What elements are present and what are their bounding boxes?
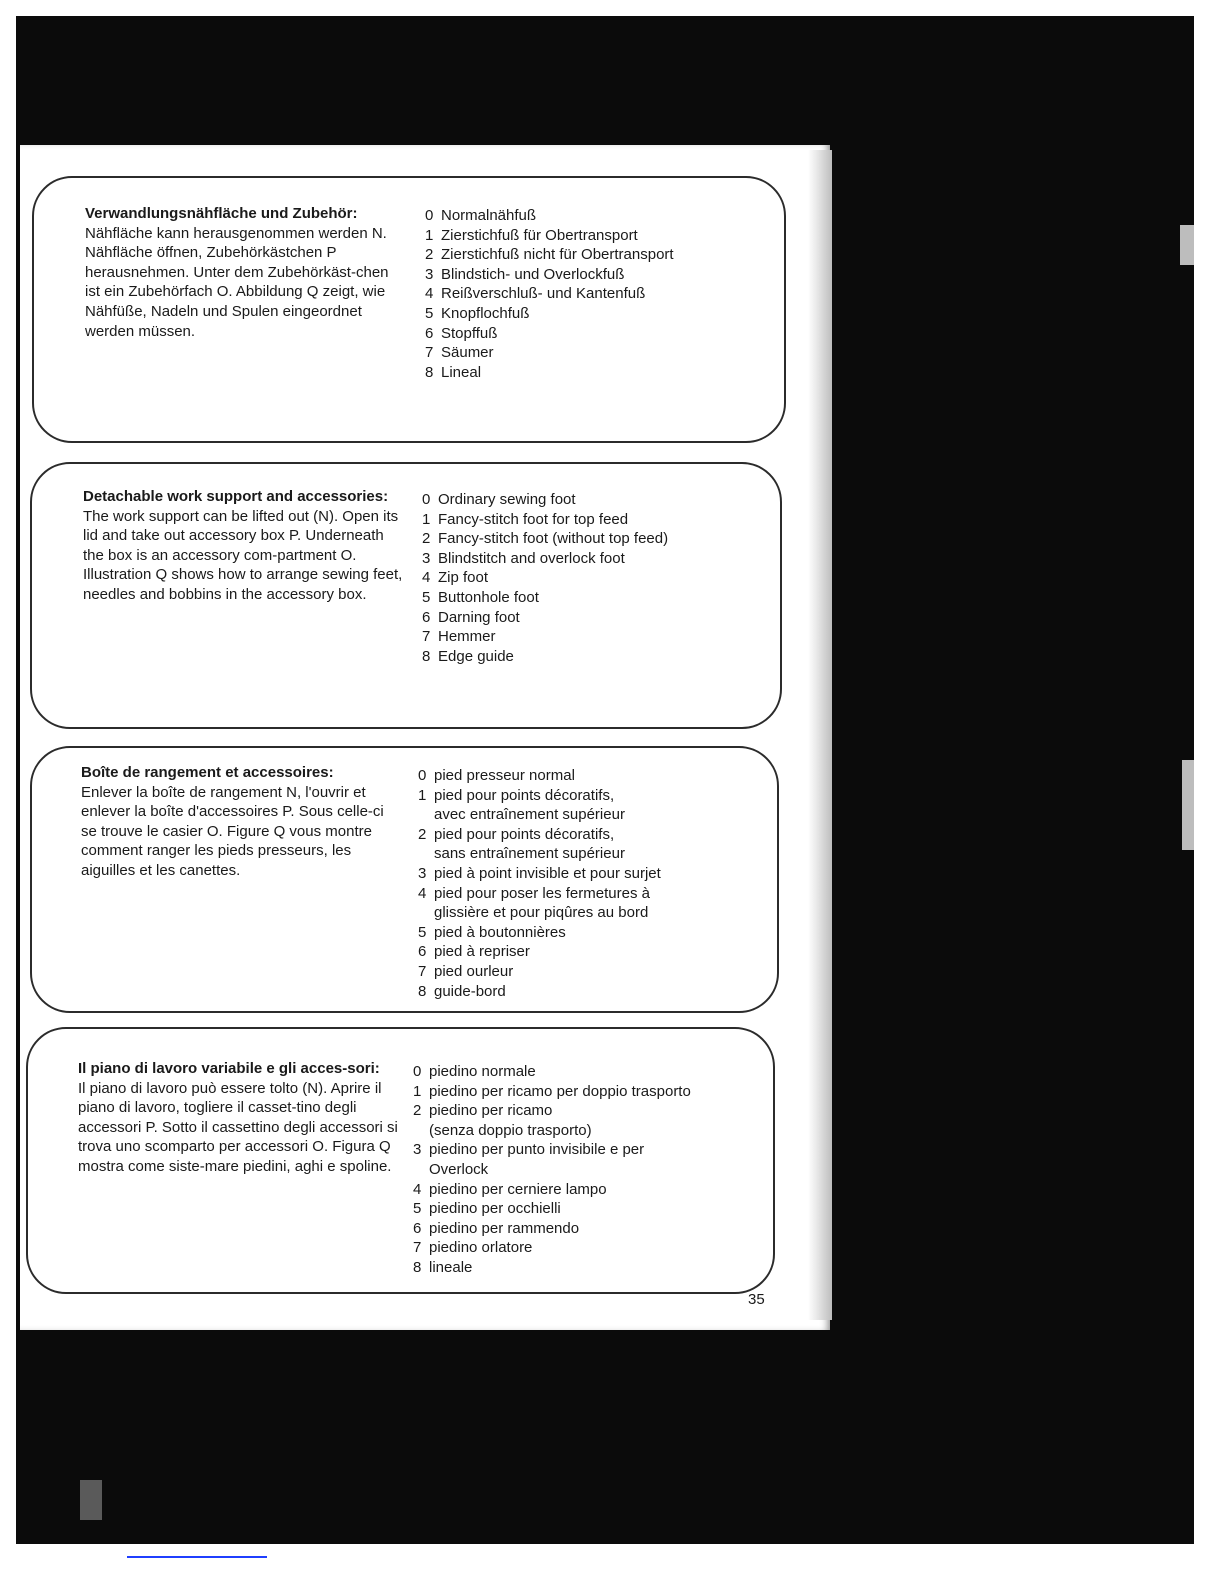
list-item	[422, 490, 762, 510]
item-text: Normalnähfuß	[441, 207, 537, 224]
section-french-text	[81, 763, 401, 881]
list-item	[413, 1062, 758, 1082]
list-item	[422, 568, 762, 588]
item-number: 2	[425, 246, 434, 264]
section-italian-parts-list	[413, 1062, 758, 1278]
list-item	[425, 343, 765, 363]
item-number: 2	[413, 1102, 422, 1120]
item-number: 3	[422, 549, 431, 567]
list-item	[425, 324, 765, 344]
list-item	[425, 226, 765, 246]
list-item	[422, 608, 762, 628]
list-item	[418, 786, 763, 825]
list-item	[418, 962, 763, 982]
item-number: 2	[422, 530, 431, 548]
item-number: 2	[418, 825, 427, 843]
item-text: piedino orlatore	[429, 1239, 533, 1257]
section-body: The work support can be lifted out (N). Open its lid and take out accessory box P. Underneath the box is an accessory com-partment O. Illustration Q shows how to arrange sewing feet, needles and bobbins in the accessory box.	[83, 507, 403, 603]
item-number: 0	[413, 1063, 422, 1080]
footer-link-line	[127, 1556, 267, 1558]
item-number: 7	[413, 1239, 422, 1257]
item-number: 8	[422, 647, 431, 665]
page-edge-shadow	[808, 150, 832, 1320]
item-number: 5	[413, 1200, 422, 1218]
item-text: pied à point invisible et pour surjet	[434, 864, 661, 882]
item-number: 8	[413, 1258, 422, 1276]
list-item	[413, 1082, 758, 1102]
item-text: Blindstich- und Overlockfuß	[441, 265, 625, 283]
item-text: Hemmer	[438, 628, 496, 646]
item-number: 1	[422, 510, 431, 528]
item-text: Zierstichfuß für Obertransport	[441, 226, 638, 244]
section-body: Il piano di lavoro può essere tolto (N). Aprire il piano di lavoro, togliere il casset-tino degli accessori P. Sotto il cassettino degli accessori si trova uno scomparto per accessori O. Figura Q mostra come siste-mare piedini, aghi e spoline.	[78, 1079, 398, 1175]
section-italian-text	[78, 1059, 398, 1177]
section-german-parts-list	[425, 206, 765, 382]
list-item	[413, 1238, 758, 1258]
item-number: 3	[413, 1141, 422, 1159]
section-body: Enlever la boîte de rangement N, l'ouvrir et enlever la boîte d'accessoires P. Sous celle-ci se trouve le casier O. Figure Q vous montre comment ranger les pieds presseurs, les aiguilles et les canettes.	[81, 783, 384, 879]
item-number: 6	[422, 608, 431, 626]
item-number: 4	[422, 569, 431, 587]
item-number: 3	[425, 265, 434, 283]
item-text: Stopffuß	[441, 324, 498, 342]
list-item	[425, 265, 765, 285]
item-text: Reißverschluß- und Kantenfuß	[441, 285, 646, 303]
item-number: 1	[413, 1082, 422, 1100]
item-text: Buttonhole foot	[438, 588, 539, 606]
item-text: pied presseur normal	[434, 767, 575, 784]
list-item	[422, 549, 762, 569]
item-text: lineale	[429, 1258, 473, 1276]
item-number: 0	[418, 767, 427, 784]
page-number: 35	[748, 1291, 765, 1308]
item-text: Edge guide	[438, 647, 514, 665]
list-item	[422, 647, 762, 667]
list-item	[425, 206, 765, 226]
item-text: Knopflochfuß	[441, 304, 530, 322]
section-heading: Boîte de rangement et accessoires:	[81, 764, 334, 781]
item-text: pied pour points décoratifs, sans entraînement supérieur	[434, 825, 625, 863]
item-number: 5	[422, 588, 431, 606]
list-item	[418, 884, 763, 923]
list-item	[425, 245, 765, 265]
list-item	[413, 1199, 758, 1219]
item-number: 5	[418, 923, 427, 941]
item-text: Fancy-stitch foot (without top feed)	[438, 530, 669, 548]
item-text: piedino normale	[429, 1063, 536, 1080]
item-number: 3	[418, 864, 427, 882]
list-item	[422, 627, 762, 647]
item-number: 4	[425, 285, 434, 303]
item-number: 6	[418, 943, 427, 961]
item-text: guide-bord	[434, 982, 506, 1000]
section-english-parts-list	[422, 490, 762, 666]
section-german-text	[85, 204, 405, 341]
scan-artifact	[1180, 225, 1194, 265]
item-number: 4	[413, 1180, 422, 1198]
list-item	[418, 982, 763, 1002]
list-item	[413, 1219, 758, 1239]
item-number: 8	[425, 363, 434, 381]
item-text: Säumer	[441, 344, 494, 362]
list-item	[425, 304, 765, 324]
item-text: Fancy-stitch foot for top feed	[438, 510, 629, 528]
section-french-parts-list	[418, 766, 763, 1001]
item-text: piedino per cerniere lampo	[429, 1180, 607, 1198]
item-text: Ordinary sewing foot	[438, 491, 576, 508]
section-heading: Detachable work support and accessories:	[83, 488, 389, 505]
item-number: 7	[418, 962, 427, 980]
list-item	[413, 1180, 758, 1200]
item-text: pied à boutonnières	[434, 923, 566, 941]
list-item	[413, 1101, 758, 1140]
item-text: Zierstichfuß nicht für Obertransport	[441, 246, 674, 264]
list-item	[418, 825, 763, 864]
list-item	[418, 942, 763, 962]
section-heading: Il piano di lavoro variabile e gli acces-sori:	[78, 1060, 380, 1077]
list-item	[413, 1140, 758, 1179]
item-text: piedino per rammendo	[429, 1219, 580, 1237]
list-item	[422, 588, 762, 608]
item-number: 6	[413, 1219, 422, 1237]
list-item	[422, 529, 762, 549]
item-number: 7	[422, 628, 431, 646]
item-number: 6	[425, 324, 434, 342]
item-text: Lineal	[441, 363, 482, 381]
item-text: Darning foot	[438, 608, 520, 626]
item-number: 4	[418, 884, 427, 902]
item-number: 5	[425, 304, 434, 322]
list-item	[418, 923, 763, 943]
item-text: piedino per ricamo per doppio trasporto	[429, 1082, 691, 1100]
item-text: Zip foot	[438, 569, 489, 587]
item-number: 1	[425, 226, 434, 244]
scan-artifact	[80, 1480, 102, 1520]
item-text: piedino per ricamo (senza doppio trasporto)	[429, 1102, 592, 1139]
section-body: Nähfläche kann herausgenommen werden N. Nähfläche öffnen, Zubehörkästchen P herausnehmen. Unter dem Zubehörkäst-chen ist ein Zubehörfach O. Abbildung Q zeigt, wie Nähfüße, Nadeln und Spulen eingeordnet werden müssen.	[85, 224, 389, 340]
list-item	[418, 864, 763, 884]
item-number: 1	[418, 786, 427, 804]
scan-artifact	[1182, 760, 1194, 850]
item-text: pied pour points décoratifs, avec entraînement supérieur	[434, 786, 625, 824]
section-english-text	[83, 487, 403, 605]
item-number: 8	[418, 982, 427, 1000]
item-text: pied à repriser	[434, 943, 530, 961]
item-number: 7	[425, 344, 434, 362]
item-number: 0	[425, 207, 434, 224]
list-item	[418, 766, 763, 786]
list-item	[413, 1258, 758, 1278]
list-item	[425, 363, 765, 383]
list-item	[422, 510, 762, 530]
item-text: pied ourleur	[434, 962, 514, 980]
section-heading: Verwandlungsnähfläche und Zubehör:	[85, 205, 358, 222]
item-text: piedino per punto invisibile e per Overlock	[429, 1141, 645, 1178]
item-text: pied pour poser les fermetures à glissière et pour piqûres au bord	[434, 884, 650, 922]
item-text: piedino per occhielli	[429, 1200, 561, 1218]
item-number: 0	[422, 491, 431, 508]
item-text: Blindstitch and overlock foot	[438, 549, 625, 567]
list-item	[425, 284, 765, 304]
